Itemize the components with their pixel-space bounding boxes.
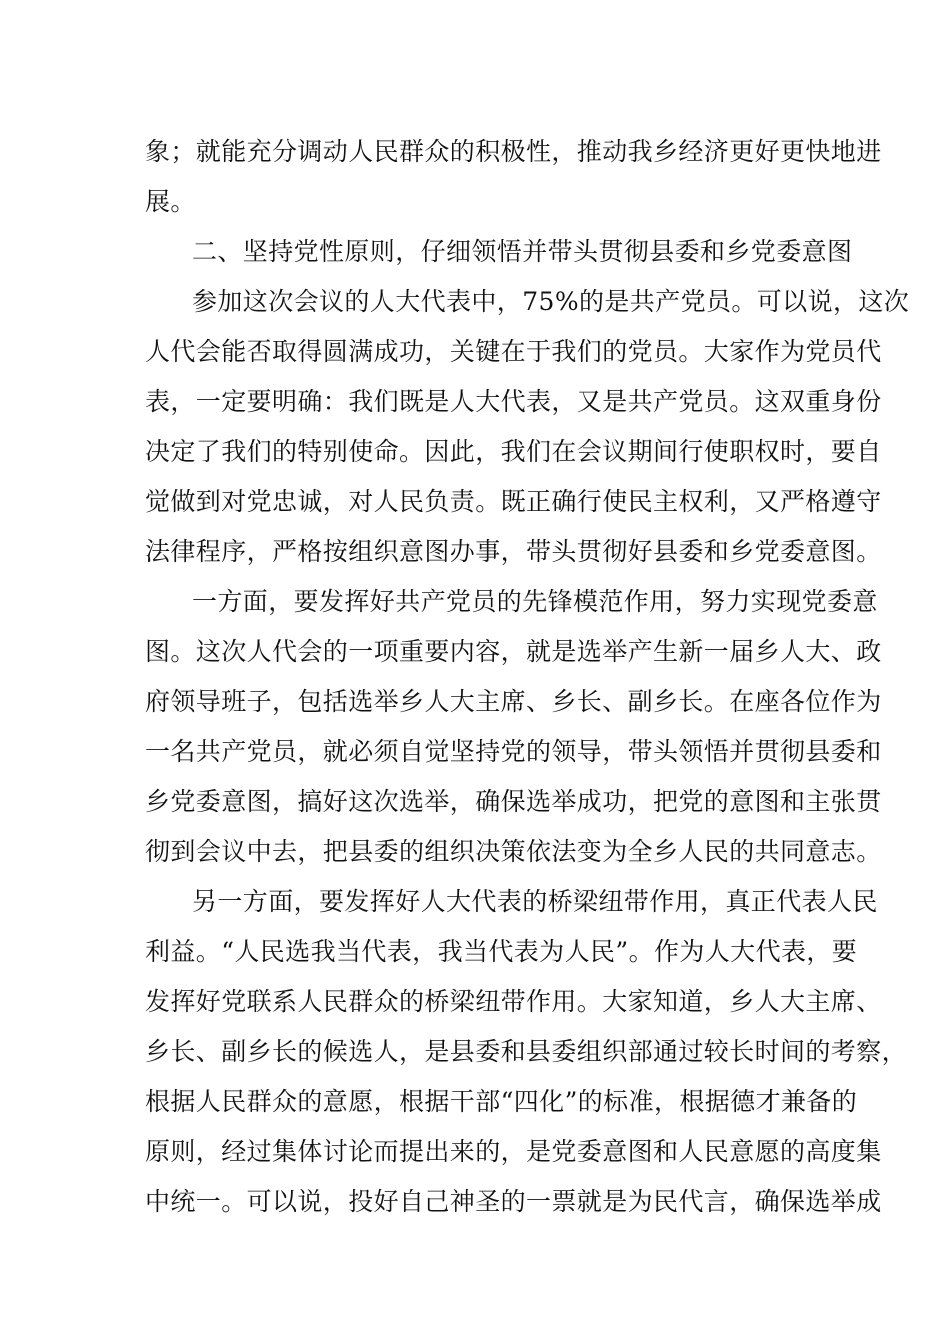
body-text-line: 乡党委意图，搞好这次选举，确保选举成功，把党的意图和主张贯 — [145, 787, 882, 816]
body-text-line: 人代会能否取得圆满成功，关键在于我们的党员。大家作为党员代 — [145, 337, 882, 366]
body-text-line: 象；就能充分调动人民群众的积极性，推动我乡经济更好更快地进 — [145, 137, 882, 166]
section-heading: 二、坚持党性原则，仔细领悟并带头贯彻县委和乡党委意图 — [192, 237, 853, 266]
body-text-line: 一方面，要发挥好共产党员的先锋模范作用，努力实现党委意 — [192, 587, 878, 616]
body-text-line: 发挥好党联系人民群众的桥梁纽带作用。大家知道，乡人大主席、 — [145, 987, 882, 1016]
body-text-line: 中统一。可以说，投好自己神圣的一票就是为民代言，确保选举成 — [145, 1187, 882, 1216]
body-text-line: 表，一定要明确：我们既是人大代表，又是共产党员。这双重身份 — [145, 387, 882, 416]
body-text-line: 参加这次会议的人大代表中，75%的是共产党员。可以说，这次 — [192, 287, 910, 316]
body-text-line: 决定了我们的特别使命。因此，我们在会议期间行使职权时，要自 — [145, 437, 882, 466]
body-text-line: 一名共产党员，就必须自觉坚持党的领导，带头领悟并贯彻县委和 — [145, 737, 882, 766]
body-text-line: 利益。“人民选我当代表，我当代表为人民”。作为人大代表，要 — [145, 937, 858, 966]
body-text-line: 原则，经过集体讨论而提出来的，是党委意图和人民意愿的高度集 — [145, 1137, 882, 1166]
body-text-line: 图。这次人代会的一项重要内容，就是选举产生新一届乡人大、政 — [145, 637, 882, 666]
body-text-line: 彻到会议中去，把县委的组织决策依法变为全乡人民的共同意志。 — [145, 837, 882, 866]
body-text-line: 法律程序，严格按组织意图办事，带头贯彻好县委和乡党委意图。 — [145, 537, 882, 566]
body-text-line: 展。 — [145, 187, 196, 216]
body-text-line: 觉做到对党忠诚，对人民负责。既正确行使民主权利，又严格遵守 — [145, 487, 882, 516]
body-text-line: 另一方面，要发挥好人大代表的桥梁纽带作用，真正代表人民 — [192, 887, 878, 916]
body-text-line: 根据人民群众的意愿，根据干部“四化”的标准，根据德才兼备的 — [145, 1087, 858, 1116]
body-text-line: 乡长、副乡长的候选人，是县委和县委组织部通过较长时间的考察， — [145, 1037, 908, 1066]
body-text-line: 府领导班子，包括选举乡人大主席、乡长、副乡长。在座各位作为 — [145, 687, 882, 716]
